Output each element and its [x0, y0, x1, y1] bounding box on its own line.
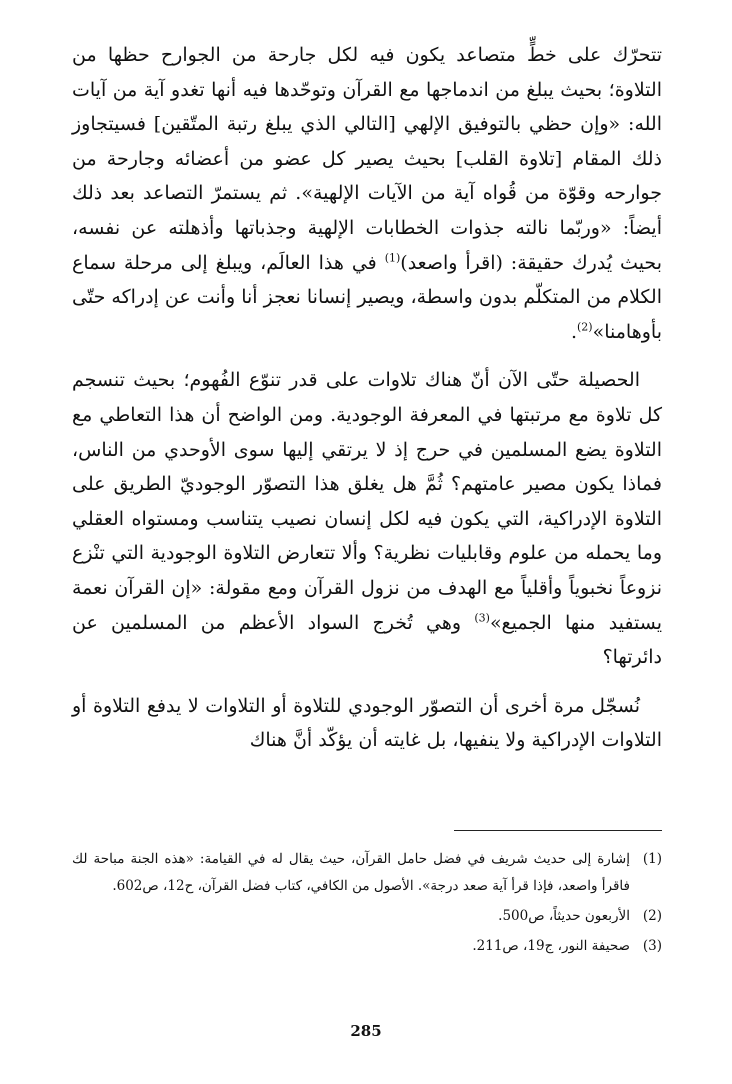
paragraph-text: .: [570, 320, 578, 343]
footnote-reference: (3): [474, 611, 490, 625]
body-paragraph-1: [72, 38, 662, 349]
footnote-text: إشارة إلى حديث شريف في فضل حامل القرآن، حيث يقال له في القيامة: «هذه الجنة مباحة لك فاقرأ واصعد، فإذا قرأ آية صعد درجة». الأصول من الكافي، كتاب فضل القرآن، ح12، ص602.: [72, 851, 630, 894]
paragraph-text: في هذا العالَم، ويبلغ إلى مرحلة سماع الكلام من المتكلّم بدون واسطة، ويصير إنسانا نعجز أنا وأنت عن إدراكه حتّى بأوهامنا»: [72, 251, 662, 343]
body-paragraph-2: [72, 363, 662, 674]
footnote-number: (1): [642, 851, 662, 867]
footnote-item: [72, 933, 662, 960]
footnote-reference: (2): [577, 320, 593, 334]
paragraph-text: وهي تُخرج السواد الأعظم من المسلمين عن دائرتها؟: [72, 611, 662, 669]
footnote-text: صحيفة النور، ج19، ص211.: [472, 938, 630, 954]
footnote-reference: (1): [384, 251, 401, 265]
footnote-text: الأربعون حديثاً، ص500.: [498, 908, 630, 924]
paragraph-text: الحصيلة حتّى الآن أنّ هناك تلاوات على قدر تنوّع الفُهوم؛ بحيث تنسجم كل تلاوة مع مرتبتها في المعرفة الوجودية. ومن الواضح أن هذا التعاطي مع التلاوة يضع المسلمين في حرج إذ لا يرتقي إليها سوى الأوحدي من الناس، فماذا يكون مصير عامتهم؟ ثُمَّ هل يغلق هذا التصوّر الوجوديّ الطريق على التلاوة الإدراكية، التي يكون فيه لكل إنسان نصيب يتناسب ومستواه العقلي وما يحمله من علوم وقابليات نظرية؟ وألا تتعارض التلاوة الوجودية التي تنْزع نزوعاً نخبوياً وأقلياً مع الهدف من نزول القرآن ومع مقولة: «إن القرآن نعمة يستفيد منها الجميع»: [72, 369, 662, 634]
footnote-item: [72, 846, 662, 900]
paragraph-text: تتحرّك على خطٍّ متصاعد يكون فيه لكل جارحة من الجوارح حظها من التلاوة؛ بحيث يبلغ من اندماجها مع القرآن وتوحّدها فيه أنها تغدو آية من آيات الله: «وإن حظي بالتوفيق الإلهي [التالي الذي يبلغ رتبة المتّقين] فسيتجاوز ذلك المقام [تلاوة القلب] بحيث يصير كل عضو من أعضائه وجارحة من جوارحه وقوّة من قُواه آية من الآيات الإلهية». ثم يستمرّ التصاعد بعد ذلك أيضاً: «وربّما نالته جذوات الخطابات الإلهية وجذباتها وأذهلته عن نفسه، بحيث يُدرك حقيقة: (اقرأ واصعد): [72, 44, 662, 274]
footnote-item: [72, 903, 662, 930]
book-page: [72, 38, 662, 1084]
footnote-number: (3): [642, 938, 662, 954]
footnote-number: (2): [642, 908, 662, 924]
body-paragraph-3: [72, 689, 662, 758]
footnotes: [72, 846, 662, 963]
page-number: 285: [350, 1022, 382, 1040]
footnote-separator: [454, 830, 662, 831]
paragraph-text: نُسجّل مرة أخرى أن التصوّر الوجودي للتلاوة أو التلاوات لا يدفع التلاوة أو التلاوات الإدراكية ولا ينفيها، بل غايته أن يؤكّد أنَّ هناك: [72, 694, 662, 752]
